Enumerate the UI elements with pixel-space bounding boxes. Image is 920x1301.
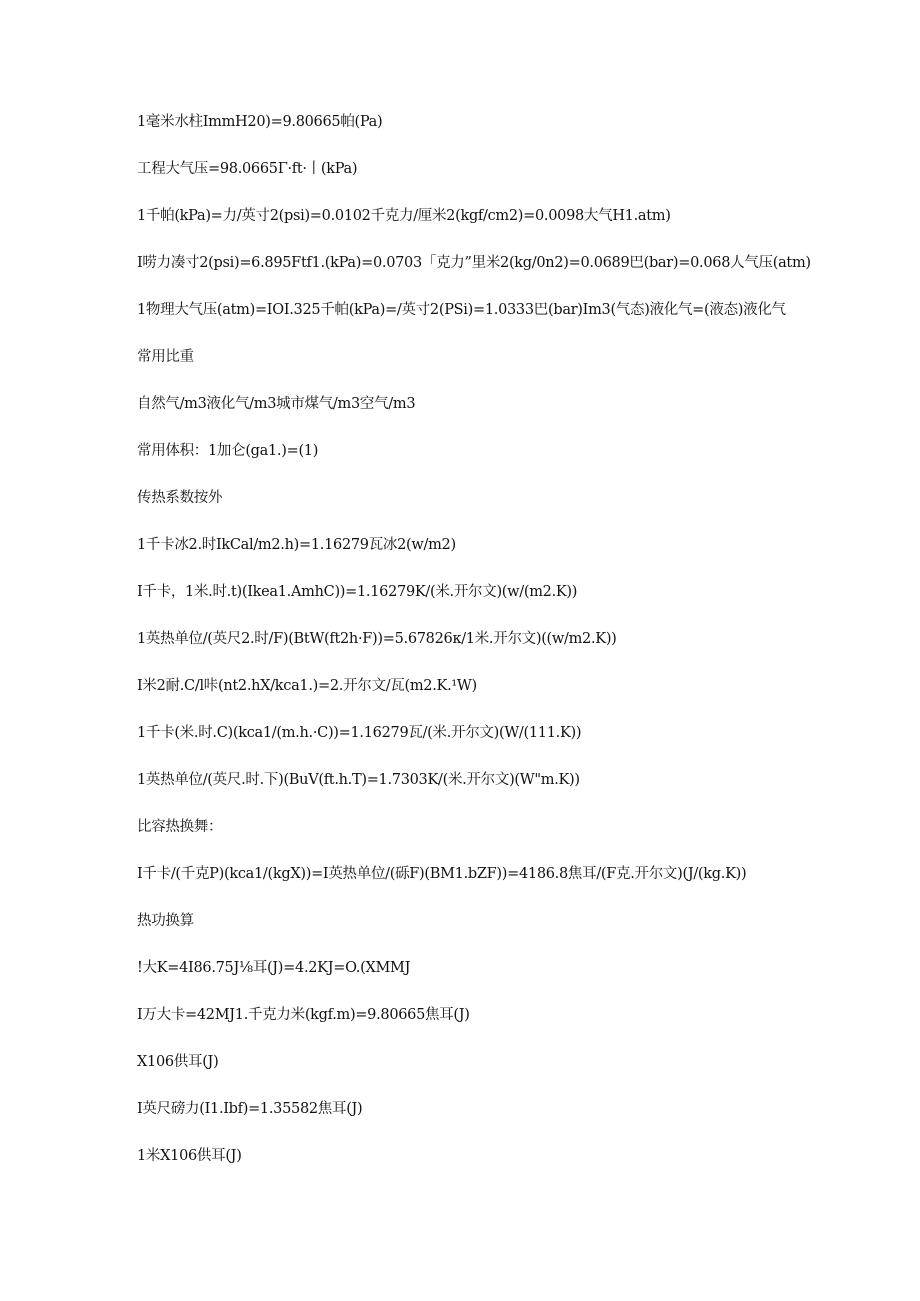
text-line: I唠力凑寸2(psi)=6.895Ftf1.(kPa)=0.0703「克力”里米2(kg/0n2)=0.0689巴(bar)=0.068人气压(atm) xyxy=(137,255,811,271)
text-line: 1米X106供耳(J) xyxy=(137,1148,242,1164)
text-line: 工程大气压=98.0665Γ·ft·丨(kPa) xyxy=(137,161,358,177)
text-line: I英尺磅力(I1.Ibf)=1.35582焦耳(J) xyxy=(137,1101,363,1117)
text-line: I万大卡=42MJ1.千克力米(kgf.m)=9.80665焦耳(J) xyxy=(137,1007,470,1023)
text-line: 1千帕(kPa)=力/英寸2(psi)=0.0102千克力/厘米2(kgf/cm2)=0.0098大气H1.atm) xyxy=(137,208,671,224)
section-heading: 常用比重 xyxy=(137,349,194,365)
section-heading: 比容热换舞： xyxy=(137,819,223,835)
text-line: !大K=4I86.75J⅛耳(J)=4.2KJ=O.(XMMJ xyxy=(137,960,411,976)
text-line: 1千卡冰2.时IkCal/m2.h)=1.16279瓦冰2(w/m2) xyxy=(137,537,456,553)
text-line: 1英热单位/(英尺2.时/F)(BtW(ft2h·F))=5.67826κ/1米.开尔文)((w/m2.K)) xyxy=(137,631,617,647)
section-heading: 热功换算 xyxy=(137,913,194,929)
text-line: I米2耐.C/l咔(nt2.hX/kca1.)=2.开尔文/瓦(m2.K.¹W) xyxy=(137,678,477,694)
text-line: I千卡，1米.时.t)(Ikea1.AmhC))=1.16279K/(米.开尔文)(w/(m2.K)) xyxy=(137,584,578,600)
text-line: 自然气/m3液化气/m3城市煤气/m3空气/m3 xyxy=(137,396,416,412)
text-line: I千卡/(千克P)(kca1/(kgX))=I英热单位/(砾F)(BM1.bZF))=4186.8焦耳/(F克.开尔文)(J/(kg.K)) xyxy=(137,866,747,882)
text-line: 1毫米水柱ImmH20)=9.80665帕(Pa) xyxy=(137,114,383,130)
text-line: X106供耳(J) xyxy=(137,1054,219,1070)
text-line: 常用体积：1加仑(ga1.)=(1) xyxy=(137,443,319,459)
text-line: 1千卡(米.时.C)(kca1/(m.h.·C))=1.16279瓦/(米.开尔文)(W/(111.K)) xyxy=(137,725,582,741)
section-heading: 传热系数按外 xyxy=(137,490,223,506)
text-line: 1英热单位/(英尺.时.下)(BuV(ft.h.T)=1.7303K/(米.开尔文)(W"m.K)) xyxy=(137,772,580,788)
text-line: 1物理大气压(atm)=IOI.325千帕(kPa)=/英寸2(PSi)=1.0333巴(bar)Im3(气态)液化气=(液态)液化气 xyxy=(137,302,786,318)
